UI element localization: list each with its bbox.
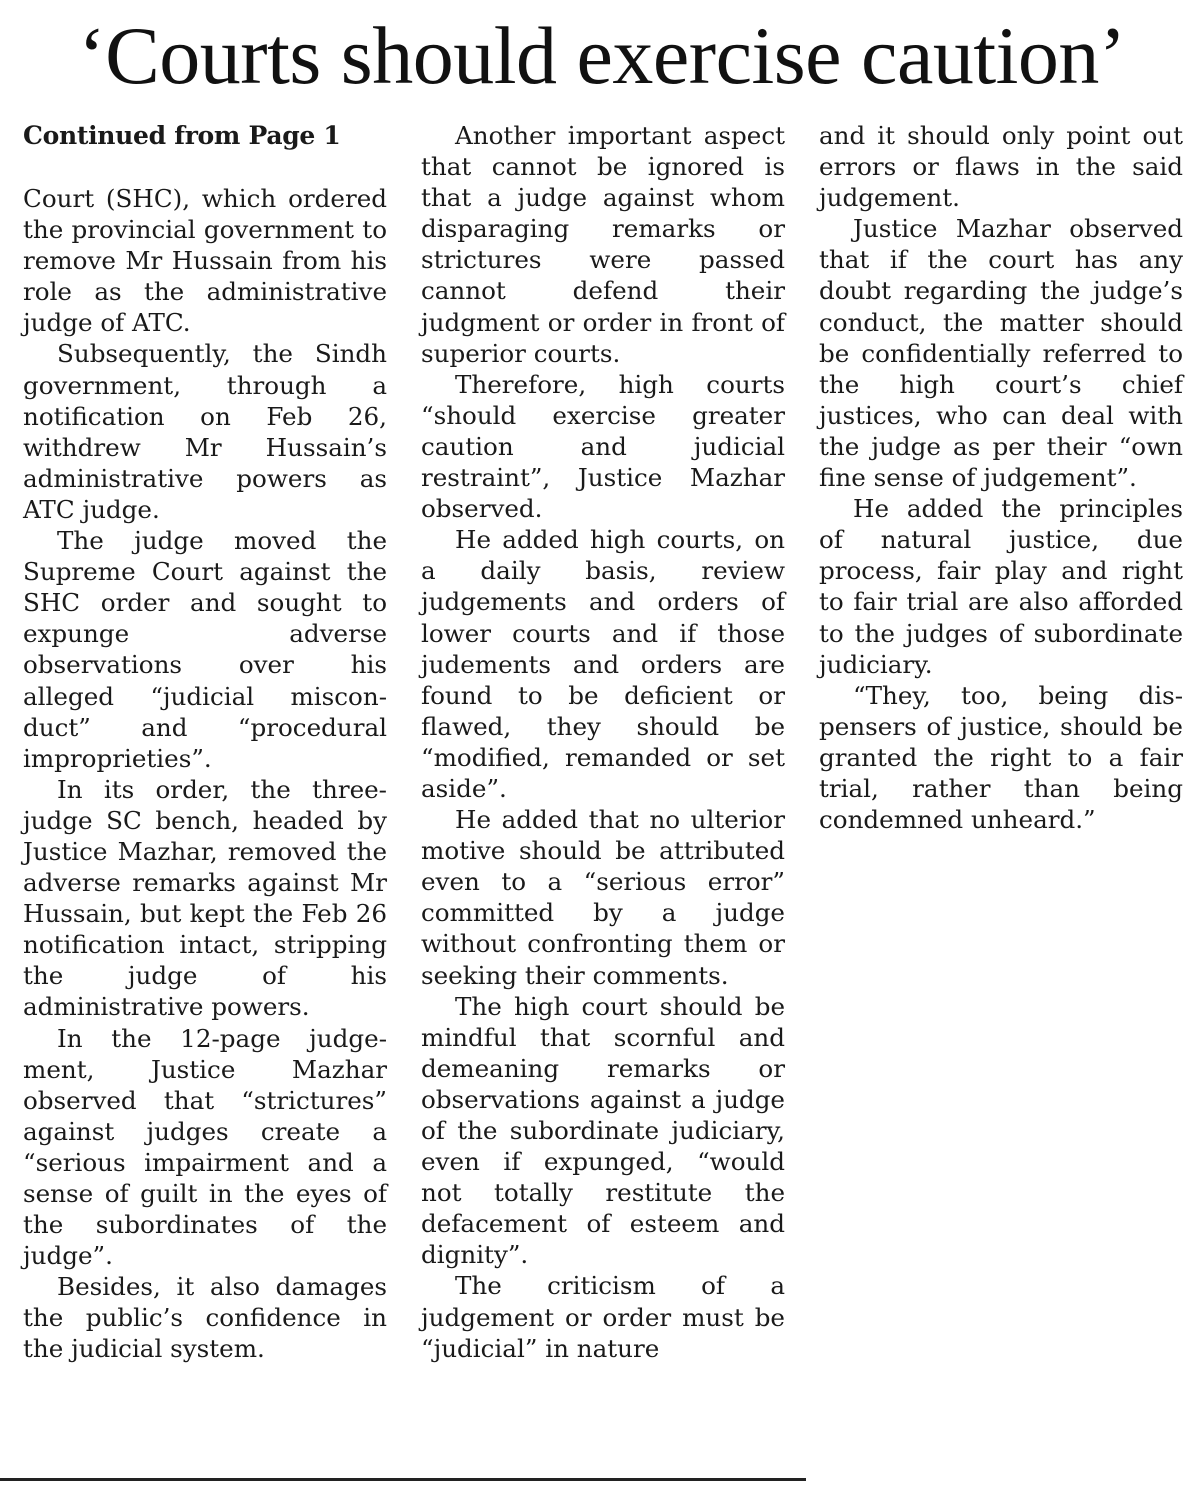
article-column-1 xyxy=(23,120,387,1365)
headline: ‘Courts should exercise caution’ xyxy=(78,10,1126,101)
paragraph: Court (SHC), which ordered the provincial government to remove Mr Hussain from his role as the administrative judge of ATC. xyxy=(23,184,387,338)
paragraph: Therefore, high courts “should exercise greater caution and judicial restraint”, Justice Mazhar observed. xyxy=(421,369,785,524)
paragraph: The judge moved the Supreme Court against the SHC order and sought to expunge adverse observations over his alleged “judicial misconduct” and “procedural improprieties”. xyxy=(23,526,387,773)
paragraph: In its order, the three-judge SC bench, headed by Justice Mazhar, removed the adverse remarks against Mr Hussain, but kept the Feb 26 notification intact, stripping the judge of his administrative powers. xyxy=(23,774,387,1022)
paragraph: and it should only point out errors or flaws in the said judgement. xyxy=(819,121,1183,213)
paragraph: In the 12-page judgement, Justice Mazhar observed that “strictures” against judges create a “serious impairment and a sense of guilt in the eyes of the subordinates of the judge”. xyxy=(23,1023,387,1271)
bottom-rule xyxy=(0,1478,806,1481)
paragraph: “They, too, being dispensers of justice, should be granted the right to a fair trial, rather than being condemned unheard.” xyxy=(819,680,1183,835)
paragraph: Besides, it also damages the public’s confidence in the judicial system. xyxy=(23,1272,387,1364)
paragraph: He added that no ulterior motive should be attributed even to a “serious error” committed by a judge without confronting them or seeking their comments. xyxy=(421,805,785,990)
article-column-2 xyxy=(421,120,785,1364)
paragraph: He added high courts, on a daily basis, review judgements and orders of lower courts and if those judements and orders are found to be deficient or flawed, they should be “modified, remanded or set aside”. xyxy=(421,525,785,803)
paragraph: The criticism of a judgement or order must be “judicial” in nature xyxy=(421,1271,785,1363)
paragraph: Subsequently, the Sindh government, through a notification on Feb 26, withdrew Mr Hussain’s administrative powers as ATC judge. xyxy=(23,339,387,524)
paragraph: Justice Mazhar observed that if the court has any doubt regarding the judge’s conduct, the matter should be confidentially referred to the high court’s chief justices, who can deal with the judge as per their “own fine sense of judgement”. xyxy=(819,214,1183,493)
paragraph: Another important aspect that cannot be ignored is that a judge against whom disparaging remarks or strictures were passed cannot defend their judgment or order in front of superior courts. xyxy=(421,121,785,368)
article-column-3 xyxy=(819,120,1183,835)
continued-from-label: Continued from Page 1 xyxy=(23,121,341,150)
paragraph: The high court should be mindful that scornful and demeaning remarks or observations against a judge of the subordinate judiciary, even if expunged, “would not totally restitute the defacement of esteem and dignity”. xyxy=(421,991,785,1270)
paragraph: He added the principles of natural justice, due process, fair play and right to fair trial are also afforded to the judges of subordinate judiciary. xyxy=(819,494,1183,679)
